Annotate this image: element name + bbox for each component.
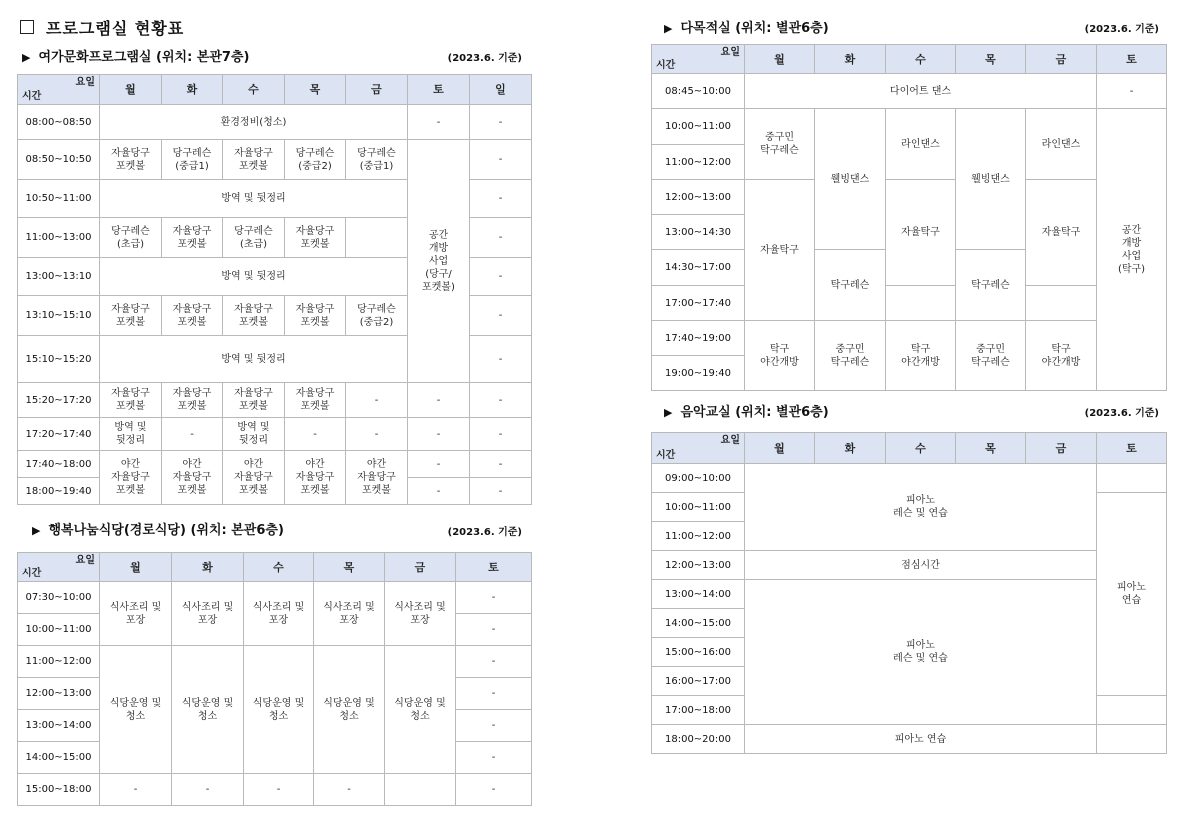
empty-cell bbox=[346, 218, 408, 258]
empty-cell bbox=[886, 286, 956, 321]
empty-cell: - bbox=[408, 105, 470, 140]
time-cell: 13:00~14:00 bbox=[18, 710, 100, 742]
schedule-cell: 식사조리 및 포장 bbox=[244, 582, 314, 646]
time-cell: 17:40~18:00 bbox=[18, 451, 100, 478]
schedule-cell: 식당운영 및 청소 bbox=[100, 646, 172, 774]
day-header: 목 bbox=[956, 45, 1026, 74]
schedule-cell: 자율당구 포켓볼 bbox=[162, 296, 223, 336]
empty-cell: - bbox=[408, 451, 470, 478]
day-header: 수 bbox=[886, 45, 956, 74]
time-cell: 07:30~10:00 bbox=[18, 582, 100, 614]
day-header: 수 bbox=[244, 553, 314, 582]
schedule-cell: 방역 및 뒷정리 bbox=[100, 258, 408, 296]
time-cell: 11:00~12:00 bbox=[652, 145, 745, 180]
schedule-cell: 당구레슨 (초급) bbox=[223, 218, 285, 258]
time-cell: 12:00~13:00 bbox=[18, 678, 100, 710]
schedule-cell: 자율탁구 bbox=[886, 180, 956, 286]
day-header: 월 bbox=[100, 75, 162, 105]
time-cell: 08:50~10:50 bbox=[18, 140, 100, 180]
page-title: 프로그램실 현황표 bbox=[20, 16, 184, 38]
corner-header: 요일 시간 bbox=[652, 45, 745, 74]
empty-cell: - bbox=[470, 418, 532, 451]
triangle-bullet-icon: ▶ bbox=[22, 51, 31, 64]
day-header: 토 bbox=[408, 75, 470, 105]
schedule-cell: 라인댄스 bbox=[886, 109, 956, 180]
empty-cell bbox=[1097, 464, 1167, 493]
table-row bbox=[652, 74, 1167, 109]
empty-cell: - bbox=[470, 296, 532, 336]
schedule-cell: 식당운영 및 청소 bbox=[385, 646, 456, 774]
schedule-cell: 라인댄스 bbox=[1026, 109, 1097, 180]
time-cell: 10:00~11:00 bbox=[652, 493, 745, 522]
corner-header: 요일 시간 bbox=[18, 75, 100, 105]
table-row bbox=[18, 140, 532, 180]
time-cell: 14:00~15:00 bbox=[652, 609, 745, 638]
table-row bbox=[18, 383, 532, 418]
time-cell: 14:00~15:00 bbox=[18, 742, 100, 774]
time-cell: 14:30~17:00 bbox=[652, 250, 745, 286]
empty-cell: - bbox=[346, 418, 408, 451]
empty-cell: - bbox=[172, 774, 244, 806]
schedule-cell: 탁구레슨 bbox=[956, 250, 1026, 321]
schedule-cell: 피아노 레슨 및 연습 bbox=[745, 580, 1097, 725]
schedule-cell: 자율당구 포켓볼 bbox=[223, 383, 285, 418]
dining-section-title: ▶ 행복나눔식당(경로식당) (위치: 본관6층) bbox=[32, 523, 284, 538]
empty-cell: - bbox=[100, 774, 172, 806]
day-header: 화 bbox=[815, 433, 886, 464]
schedule-cell: 식사조리 및 포장 bbox=[100, 582, 172, 646]
time-cell: 10:50~11:00 bbox=[18, 180, 100, 218]
schedule-cell: 방역 및 뒷정리 bbox=[100, 418, 162, 451]
empty-cell: - bbox=[470, 383, 532, 418]
dining-date: (2023.6. 기준) bbox=[447, 527, 522, 538]
time-cell: 15:10~15:20 bbox=[18, 336, 100, 383]
day-header: 월 bbox=[745, 433, 815, 464]
time-cell: 13:00~14:00 bbox=[652, 580, 745, 609]
table-row bbox=[652, 321, 1167, 356]
day-header: 목 bbox=[314, 553, 385, 582]
time-cell: 11:00~12:00 bbox=[652, 522, 745, 551]
day-header: 수 bbox=[223, 75, 285, 105]
empty-cell bbox=[385, 774, 456, 806]
table-row bbox=[652, 286, 1167, 321]
empty-cell: - bbox=[470, 478, 532, 505]
schedule-cell: 다이어트 댄스 bbox=[745, 74, 1097, 109]
schedule-cell: 자율당구 포켓볼 bbox=[162, 383, 223, 418]
time-cell: 15:20~17:20 bbox=[18, 383, 100, 418]
schedule-cell: 피아노 연습 bbox=[745, 725, 1097, 754]
schedule-cell: 당구레슨 (중급2) bbox=[346, 296, 408, 336]
music-date: (2023.6. 기준) bbox=[1084, 408, 1159, 419]
schedule-cell: 식당운영 및 청소 bbox=[244, 646, 314, 774]
schedule-cell: 식사조리 및 포장 bbox=[172, 582, 244, 646]
schedule-cell: 자율당구 포켓볼 bbox=[162, 218, 223, 258]
time-cell: 11:00~13:00 bbox=[18, 218, 100, 258]
table-row bbox=[652, 109, 1167, 145]
time-cell: 13:10~15:10 bbox=[18, 296, 100, 336]
time-cell: 10:00~11:00 bbox=[652, 109, 745, 145]
table-row bbox=[652, 725, 1167, 754]
schedule-cell: 자율당구 포켓볼 bbox=[223, 296, 285, 336]
space-open-cell: 공간 개방 사업 (당구/ 포켓볼) bbox=[408, 140, 470, 383]
day-header: 금 bbox=[346, 75, 408, 105]
corner-header: 요일 시간 bbox=[652, 433, 745, 464]
day-header: 토 bbox=[456, 553, 532, 582]
empty-cell bbox=[1097, 696, 1167, 725]
time-cell: 17:20~17:40 bbox=[18, 418, 100, 451]
day-header: 화 bbox=[162, 75, 223, 105]
music-section-title: ▶ 음악교실 (위치: 별관6층) bbox=[664, 405, 829, 420]
schedule-cell: 당구레슨 (중급1) bbox=[346, 140, 408, 180]
schedule-cell: 자율당구 포켓볼 bbox=[100, 296, 162, 336]
schedule-cell: 당구레슨 (중급2) bbox=[285, 140, 346, 180]
schedule-cell: 야간 자율당구 포켓볼 bbox=[162, 451, 223, 505]
empty-cell: - bbox=[456, 582, 532, 614]
day-header: 토 bbox=[1097, 433, 1167, 464]
time-cell: 17:40~19:00 bbox=[652, 321, 745, 356]
schedule-cell: 점심시간 bbox=[745, 551, 1097, 580]
dining-timetable bbox=[17, 552, 532, 806]
table-row bbox=[18, 774, 532, 806]
empty-cell: - bbox=[456, 742, 532, 774]
schedule-cell: 자율당구 포켓볼 bbox=[285, 296, 346, 336]
multi-date: (2023.6. 기준) bbox=[1084, 24, 1159, 35]
schedule-cell: 야간 자율당구 포켓볼 bbox=[223, 451, 285, 505]
empty-cell: - bbox=[408, 383, 470, 418]
schedule-cell: 중구민 탁구레슨 bbox=[745, 109, 815, 180]
empty-cell bbox=[1097, 725, 1167, 754]
table-row bbox=[18, 451, 532, 478]
day-header: 수 bbox=[886, 433, 956, 464]
schedule-cell: 탁구 야간개방 bbox=[745, 321, 815, 391]
checkbox-icon[interactable] bbox=[20, 20, 34, 34]
schedule-cell: 탁구 야간개방 bbox=[1026, 321, 1097, 391]
empty-cell: - bbox=[456, 614, 532, 646]
day-header: 목 bbox=[285, 75, 346, 105]
time-cell: 12:00~13:00 bbox=[652, 180, 745, 215]
empty-cell: - bbox=[470, 258, 532, 296]
multi-section-title: ▶ 다목적실 (위치: 별관6층) bbox=[664, 21, 829, 36]
day-header: 화 bbox=[172, 553, 244, 582]
schedule-cell: 웰빙댄스 bbox=[956, 109, 1026, 250]
day-header: 금 bbox=[1026, 433, 1097, 464]
time-cell: 11:00~12:00 bbox=[18, 646, 100, 678]
time-cell: 13:00~14:30 bbox=[652, 215, 745, 250]
time-cell: 15:00~16:00 bbox=[652, 638, 745, 667]
day-header: 월 bbox=[745, 45, 815, 74]
schedule-cell: 당구레슨 (초급) bbox=[100, 218, 162, 258]
time-cell: 18:00~19:40 bbox=[18, 478, 100, 505]
schedule-cell: 야간 자율당구 포켓볼 bbox=[285, 451, 346, 505]
day-header: 금 bbox=[385, 553, 456, 582]
time-cell: 16:00~17:00 bbox=[652, 667, 745, 696]
empty-cell: - bbox=[470, 140, 532, 180]
schedule-cell: 자율당구 포켓볼 bbox=[285, 218, 346, 258]
schedule-cell: 자율탁구 bbox=[745, 180, 815, 321]
empty-cell: - bbox=[456, 774, 532, 806]
time-cell: 09:00~10:00 bbox=[652, 464, 745, 493]
space-open-cell: 공간 개방 사업 (탁구) bbox=[1097, 109, 1167, 391]
time-cell: 19:00~19:40 bbox=[652, 356, 745, 391]
empty-cell: - bbox=[470, 105, 532, 140]
multi-timetable bbox=[651, 44, 1167, 391]
schedule-cell: 식당운영 및 청소 bbox=[314, 646, 385, 774]
empty-cell: - bbox=[456, 678, 532, 710]
empty-cell: - bbox=[244, 774, 314, 806]
time-cell: 08:45~10:00 bbox=[652, 74, 745, 109]
empty-cell: - bbox=[408, 418, 470, 451]
culture-section-title: ▶ 여가문화프로그램실 (위치: 본관7층) bbox=[22, 50, 250, 65]
empty-cell: - bbox=[346, 383, 408, 418]
table-row bbox=[652, 464, 1167, 493]
time-cell: 13:00~13:10 bbox=[18, 258, 100, 296]
schedule-cell: 식당운영 및 청소 bbox=[172, 646, 244, 774]
empty-cell: - bbox=[470, 336, 532, 383]
schedule-cell: 중구민 탁구레슨 bbox=[956, 321, 1026, 391]
empty-cell: - bbox=[470, 218, 532, 258]
empty-cell: - bbox=[456, 646, 532, 678]
day-header: 월 bbox=[100, 553, 172, 582]
table-row bbox=[18, 582, 532, 614]
table-row bbox=[652, 551, 1167, 580]
day-header: 일 bbox=[470, 75, 532, 105]
schedule-cell: 자율당구 포켓볼 bbox=[285, 383, 346, 418]
empty-cell: - bbox=[408, 478, 470, 505]
triangle-bullet-icon: ▶ bbox=[664, 22, 673, 35]
schedule-cell: 방역 및 뒷정리 bbox=[100, 336, 408, 383]
schedule-cell: 탁구레슨 bbox=[815, 250, 886, 321]
empty-cell: - bbox=[470, 180, 532, 218]
schedule-cell: 야간 자율당구 포켓볼 bbox=[100, 451, 162, 505]
culture-timetable bbox=[17, 74, 532, 505]
schedule-cell: 피아노 레슨 및 연습 bbox=[745, 464, 1097, 551]
corner-header: 요일 시간 bbox=[18, 553, 100, 582]
time-cell: 12:00~13:00 bbox=[652, 551, 745, 580]
schedule-cell: 자율당구 포켓볼 bbox=[100, 383, 162, 418]
schedule-cell: 야간 자율당구 포켓볼 bbox=[346, 451, 408, 505]
day-header: 금 bbox=[1026, 45, 1097, 74]
schedule-cell: 당구레슨 (중급1) bbox=[162, 140, 223, 180]
schedule-cell: 식사조리 및 포장 bbox=[314, 582, 385, 646]
table-row bbox=[652, 580, 1167, 609]
schedule-cell: 방역 및 뒷정리 bbox=[223, 418, 285, 451]
schedule-cell: 피아노 연습 bbox=[1097, 493, 1167, 696]
schedule-cell: 환경정비(청소) bbox=[100, 105, 408, 140]
schedule-cell: 자율당구 포켓볼 bbox=[100, 140, 162, 180]
empty-cell: - bbox=[1097, 74, 1167, 109]
day-header: 목 bbox=[956, 433, 1026, 464]
time-cell: 10:00~11:00 bbox=[18, 614, 100, 646]
table-row bbox=[652, 180, 1167, 215]
empty-cell bbox=[1026, 286, 1097, 321]
schedule-cell: 웰빙댄스 bbox=[815, 109, 886, 250]
empty-cell: - bbox=[456, 710, 532, 742]
table-row bbox=[18, 646, 532, 678]
triangle-bullet-icon: ▶ bbox=[32, 524, 41, 537]
empty-cell: - bbox=[162, 418, 223, 451]
empty-cell: - bbox=[314, 774, 385, 806]
time-cell: 15:00~18:00 bbox=[18, 774, 100, 806]
schedule-cell: 탁구 야간개방 bbox=[886, 321, 956, 391]
time-cell: 17:00~18:00 bbox=[652, 696, 745, 725]
table-row bbox=[18, 105, 532, 140]
schedule-cell: 방역 및 뒷정리 bbox=[100, 180, 408, 218]
time-cell: 17:00~17:40 bbox=[652, 286, 745, 321]
schedule-cell: 중구민 탁구레슨 bbox=[815, 321, 886, 391]
day-header: 화 bbox=[815, 45, 886, 74]
schedule-cell: 자율탁구 bbox=[1026, 180, 1097, 286]
schedule-cell: 식사조리 및 포장 bbox=[385, 582, 456, 646]
empty-cell: - bbox=[470, 451, 532, 478]
schedule-cell: 자율당구 포켓볼 bbox=[223, 140, 285, 180]
culture-date: (2023.6. 기준) bbox=[447, 53, 522, 64]
triangle-bullet-icon: ▶ bbox=[664, 406, 673, 419]
time-cell: 18:00~20:00 bbox=[652, 725, 745, 754]
music-timetable bbox=[651, 432, 1167, 754]
day-header: 토 bbox=[1097, 45, 1167, 74]
time-cell: 08:00~08:50 bbox=[18, 105, 100, 140]
empty-cell: - bbox=[285, 418, 346, 451]
table-row bbox=[18, 418, 532, 451]
